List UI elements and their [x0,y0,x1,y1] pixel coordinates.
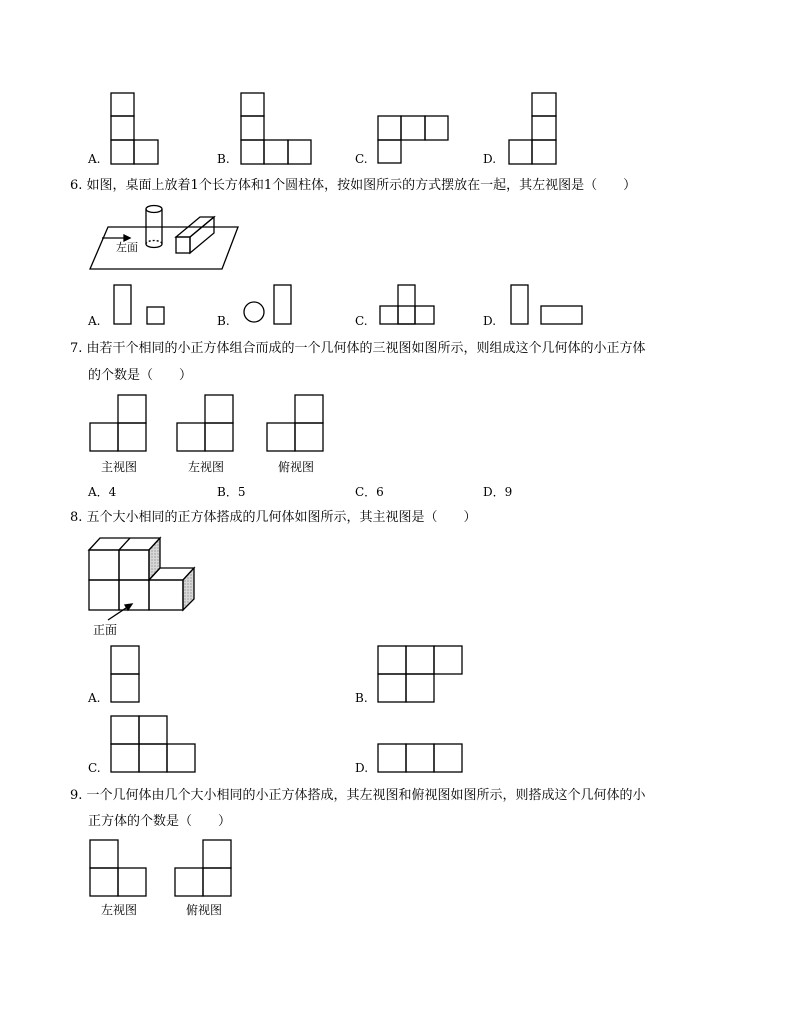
q6-option-d-label[interactable]: D. [483,314,497,328]
q5-option-c-figure [377,115,451,165]
q6-table-figure [88,200,248,272]
q5-option-b-figure [240,92,314,166]
q7-stem-line-2: 的个数是（ ） [88,368,193,383]
q8-stem-text: 五个大小相同的正方体搭成的几何体如图所示，其主视图是（ ） [86,510,477,525]
q6-option-b-figure [243,284,295,326]
q5-option-c-label[interactable]: C. [355,152,368,166]
q7-front-view-figure [89,394,149,454]
q7-caption-left: 左视图 [187,460,224,474]
q6-option-d-figure [510,284,586,326]
q5-option-b-label[interactable]: B. [217,152,230,166]
q6-stem-text: 如图，桌面上放着1个长方体和1个圆柱体，按如图所示的方式摆放在一起，其左视图是（ ） [86,178,637,193]
q8-option-c-figure [110,715,198,775]
q5-option-d-label[interactable]: D. [483,152,497,166]
q8-option-d-label[interactable]: D. [355,761,369,775]
q6-number: 6. [70,178,83,193]
q8-fig-label: 正面 [93,623,118,637]
q7-left-view-figure [176,394,236,454]
q8-option-b-figure [377,645,465,705]
q7-caption-front: 主视图 [100,460,137,474]
q5-option-a-label[interactable]: A. [88,152,101,166]
q9-stem-line-2: 正方体的个数是（ ） [88,814,232,829]
q9-number: 9. [70,788,83,803]
q9-left-view-figure [89,839,149,899]
q6-option-c-label[interactable]: C. [355,314,368,328]
q7-number: 7. [70,341,83,356]
q9-top-view-figure [174,839,234,899]
q8-stem [70,509,477,527]
q8-option-b-label[interactable]: B. [355,691,368,705]
q7-option-c[interactable]: C．6 [355,485,384,499]
q8-option-d-figure [377,743,465,775]
q7-caption-top: 俯视图 [277,460,314,474]
q6-option-a-label[interactable]: A. [88,314,101,328]
q6-option-c-figure [379,284,437,326]
q6-stem [70,177,636,195]
q9-caption-left: 左视图 [100,903,137,917]
q7-stem-line-1 [70,340,646,358]
q7-stem-text-1: 由若干个相同的小正方体组合而成的一个几何体的三视图如图所示，则组成这个几何体的小正方体 [86,341,646,356]
q6-option-b-label[interactable]: B. [217,314,230,328]
q8-option-c-label[interactable]: C. [88,761,101,775]
q5-option-a-figure [110,92,160,166]
q6-fig-label: 左面 [116,241,138,254]
q7-option-a[interactable]: A．4 [88,485,117,499]
q8-number: 8. [70,510,83,525]
q8-option-a-figure [110,645,142,705]
q9-stem-text-1: 一个几何体由几个大小相同的小正方体搭成，其左视图和俯视图如图所示，则搭成这个几何体的小 [86,788,646,803]
q9-caption-top: 俯视图 [185,903,222,917]
q7-option-b[interactable]: B．5 [217,485,246,499]
q8-cubes-figure [88,535,198,617]
q7-top-view-figure [266,394,326,454]
q9-stem-line-1 [70,787,646,805]
q8-option-a-label[interactable]: A. [88,691,101,705]
q5-option-d-figure [508,92,558,166]
q6-option-a-figure [113,284,168,326]
q7-option-d[interactable]: D．9 [483,485,513,499]
